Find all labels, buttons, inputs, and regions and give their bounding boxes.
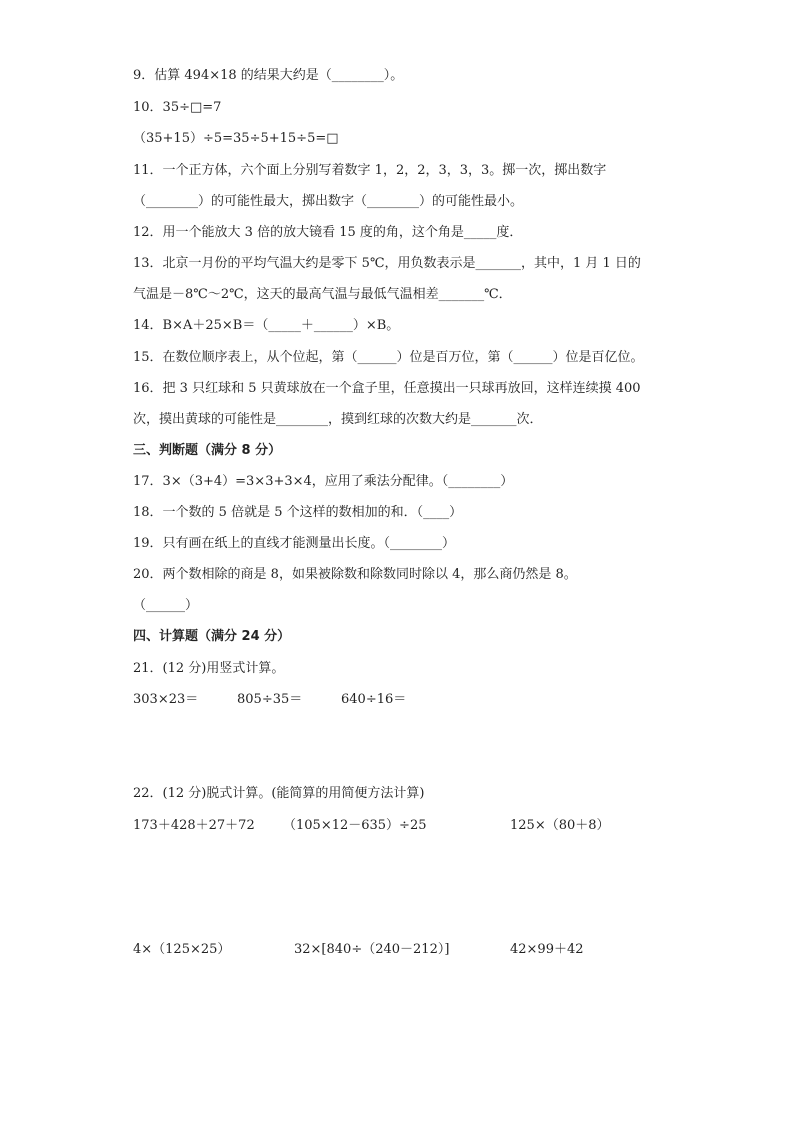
- section-heading-judge: 三、判断题（满分 8 分）: [133, 443, 282, 458]
- q13-line2: 气温是－8℃～2℃，这天的最高气温与最低气温相差_______℃．: [133, 287, 512, 302]
- stepwise-calc-2: （105×12－635）÷25: [283, 818, 427, 833]
- q12: 12．用一个能放大 3 倍的放大镜看 15 度的角，这个角是_____度．: [133, 225, 523, 240]
- q22: 22．(12 分)脱式计算。(能简算的用简便方法计算): [133, 786, 425, 801]
- stepwise-calc-4: 4×（125×25）: [133, 942, 231, 957]
- q21: 21．(12 分)用竖式计算。: [133, 661, 285, 676]
- q10-equation: （35+15）÷5=35÷5+15÷5=□: [133, 131, 339, 146]
- stepwise-calc-1: 173＋428＋27＋72: [133, 818, 255, 833]
- q17: 17．3×（3+4）=3×3+3×4，应用了乘法分配律。（________）: [133, 474, 514, 489]
- stepwise-calc-3: 125×（80＋8）: [510, 818, 610, 833]
- q9: 9．估算 494×18 的结果大约是（________）。: [133, 68, 404, 83]
- q18: 18．一个数的 5 倍就是 5 个这样的数相加的和．（____）: [133, 505, 463, 520]
- q20-line2: （______）: [133, 598, 199, 613]
- q10: 10．35÷□=7: [133, 100, 222, 115]
- q16-line1: 16．把 3 只红球和 5 只黄球放在一个盒子里，任意摸出一只球再放回，这样连续摸 400: [133, 381, 641, 396]
- q20-line1: 20．两个数相除的商是 8，如果被除数和除数同时除以 4，那么商仍然是 8。: [133, 567, 577, 582]
- section-heading-calc: 四、计算题（满分 24 分）: [133, 629, 291, 644]
- q19: 19．只有画在纸上的直线才能测量出长度。（________）: [133, 536, 456, 551]
- q15: 15．在数位顺序表上，从个位起，第（______）位是百万位，第（______）位是百亿位。: [133, 350, 644, 365]
- q13-line1: 13．北京一月份的平均气温大约是零下 5℃，用负数表示是_______，其中，1 月 1 日的: [133, 256, 641, 271]
- vertical-calc-2: 805÷35＝: [237, 692, 303, 707]
- q11-line2: （________）的可能性最大，掷出数字（________）的可能性最小。: [133, 194, 524, 209]
- stepwise-calc-5: 32×[840÷（240－212）]: [294, 942, 450, 957]
- q16-line2: 次，摸出黄球的可能性是________，摸到红球的次数大约是_______次．: [133, 412, 543, 427]
- stepwise-calc-6: 42×99＋42: [510, 942, 584, 957]
- vertical-calc-1: 303×23＝: [133, 692, 199, 707]
- q14: 14．B×A＋25×B＝（_____＋______）×B。: [133, 318, 400, 333]
- vertical-calc-3: 640÷16＝: [341, 692, 407, 707]
- q11-line1: 11．一个正方体，六个面上分别写着数字 1，2，2，3，3，3。掷一次，掷出数字: [133, 163, 607, 178]
